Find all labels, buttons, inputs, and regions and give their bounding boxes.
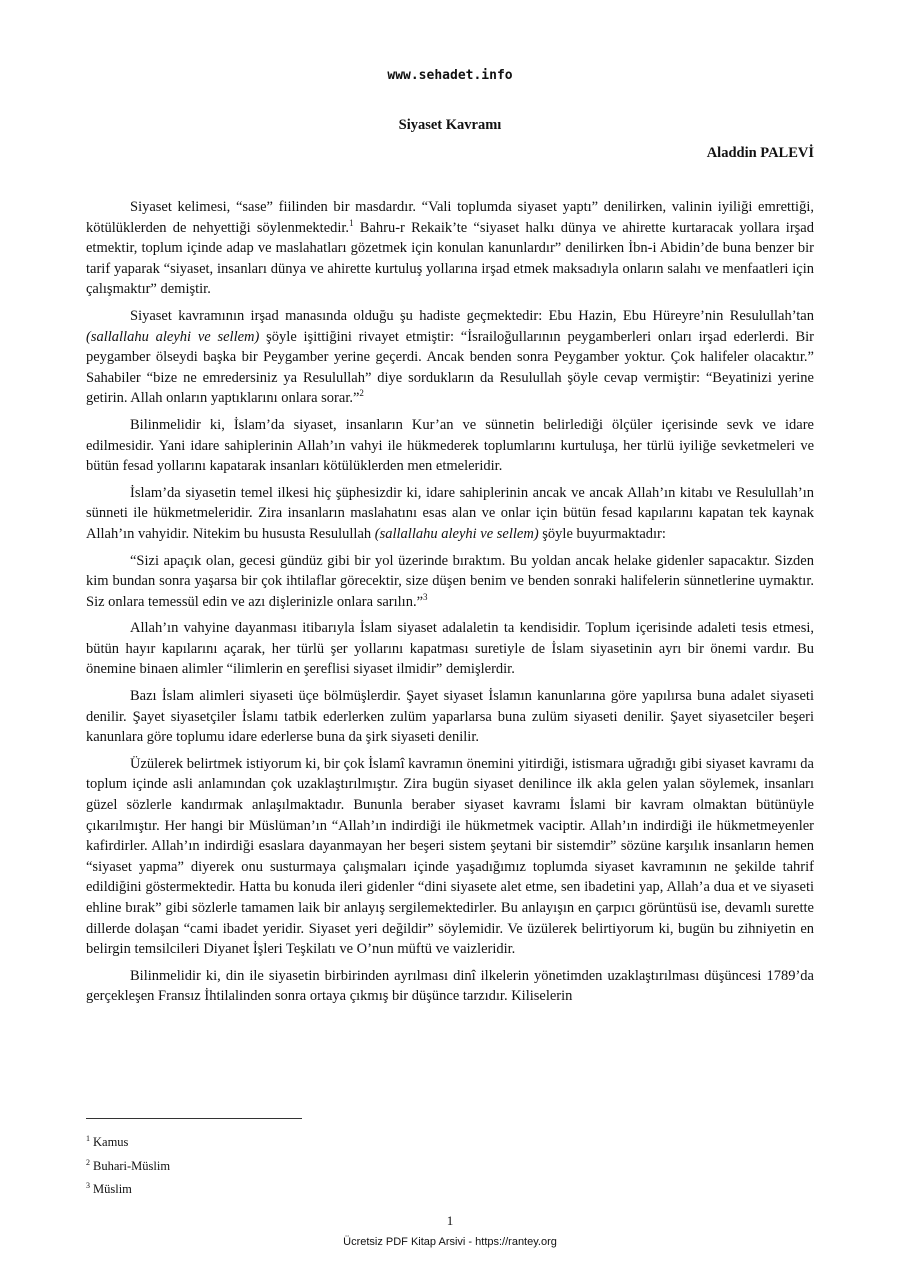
footnote-1-number: 1 <box>86 1134 90 1143</box>
article-title: Siyaset Kavramı <box>398 117 502 133</box>
article-author: Aladdin PALEVİ <box>706 145 814 161</box>
footnotes <box>86 1129 486 1200</box>
paragraph-2 <box>86 306 814 409</box>
paragraph-5-text: “Sizi apaçık olan, gecesi gündüz gibi bir yol üzerinde bıraktım. Bu yoldan ancak helake gidenler sapacaktır. Sizden kim bundan sonra yaşarsa bir çok ihtilaflar görecektir, size düşen benim ve benden sonraki halifelerin sünnetlerine uymaktır. Siz onlara temessül edin ve azı dişlerinizle onlara sarılın.” <box>86 552 814 610</box>
article-body <box>86 197 814 1013</box>
paragraph-4-text-b: şöyle buyurmaktadır: <box>538 525 666 542</box>
paragraph-2-text-a: Siyaset kavramının irşad manasında olduğu şu hadiste geçmektedir: Ebu Hazin, Ebu Hüreyre’nin Resulullah’tan <box>130 307 814 324</box>
paragraph-6: Allah’ın vahyine dayanması itibarıyla İslam siyaset adalaletin ta kendisidir. Toplum içerisinde adaleti tesis etmesi, bütün hayır kapılarını açarak, her türlü şer yollarını kapatması suretiyle de İslam siyasetinin ayrı bir önemi vardır. Bu önemine binaen alimler “ilimlerin en şereflisi siyaset ilmidir” demişlerdir. <box>86 620 814 678</box>
paragraph-5-quote <box>86 551 814 613</box>
paragraph-8: Üzülerek belirtmek istiyorum ki, bir çok İslamî kavramın önemini yitirdiği, istismara uğradığı gibi siyaset kavramı da toplum içinde asli anlamından çok uzaklaştırılmıştır. Zira bugün siyaset denilince ilk akla gelen yalan söylemek, insanları güzel sözlerle kandırmak anlaşılmaktadır. Bununla beraber siyaset kavramı İslami bir kavram olmaktan bütünüyle çıkarılmıştır. Her hangi bir Müslüman’ın “Allah’ın indirdiği ile hükmetmek vaciptir. Allah’ın indirdiği ile hükmetmeyenler kafirdirler. Allah’ın indirdiği esaslara dayanmayan her beşeri sistem şeytani bir sistemdir” sözüne karşılık insanların hemen “siyaset yapma” diyerek onu susturmaya çalışmaları içinde yaşadığımız toplumda siyaset kavramının ne şekilde tahrif edildiğini göstermektedir. Hatta bu konuda ileri gidenler “dini siyasete alet etme, sen ibadetini yap, Allah’a dua et ve siyaseti ehline bırak” gibi sözlerle tamamen laik bir anlayış sergilemektedirler. Bu anlayışın en çarpıcı görüntüsü ise, devamlı surette dillerde dolaşan “cami ibadet yeridir. Siyaset yeri değildir” söylemidir. Ve üzülerek belirtiyorum ki, bugün bu zihniyetin en belirgin temsilcileri Diyanet İşleri Teşkilatı ve O’nun müftü ve vaizleridir. <box>86 755 814 958</box>
page-number: 1 <box>446 1213 454 1228</box>
footnote-ref-1: 1 <box>349 217 354 228</box>
footnote-2 <box>86 1153 486 1177</box>
paragraph-4-italic: (sallallahu aleyhi ve sellem) <box>374 525 539 542</box>
paragraph-1-text-a: Siyaset kelimesi, “sase” fiilinden bir masdardır. “Vali toplumda siyaset yaptı” denilirken, valinin iyiliği emrettiği, kötülüklerden de nehyettiği söylenmektedir. <box>86 199 814 236</box>
paragraph-2-text-b: şöyle işittiğini rivayet etmiştir: “İsrailoğullarının peygamberleri onları irşad ederlerdi. Bir peygamber ölseydi başka bir Peygamber yerine geçerdi. Ancak benden sonra Peygamber yoktur. Çok halifeler olacaktır.” Sahabiler “bize ne emredersiniz ya Resulullah” diye sordukların da Resulullah şöyle cevap vermiştir: “Beyatinizi yerine getirin. Allah onların yaptıklarını onlara sorar.” <box>86 328 814 407</box>
site-footer: Ücretsiz PDF Kitap Arsivi - https://rantey.org <box>343 1236 557 1248</box>
footnote-3 <box>86 1176 486 1200</box>
footnote-3-text: Müslim <box>93 1182 132 1197</box>
site-header: www.sehadet.info <box>387 68 513 83</box>
footnote-2-text: Buhari-Müslim <box>93 1158 171 1173</box>
paragraph-9: Bilinmelidir ki, din ile siyasetin birbirinden ayrılması dinî ilkelerin yönetimden uzaklaştırılması düşüncesi 1789’da gerçekleşen Fransız İhtilalinden sonra ortaya çıkmış bir düşünce tarzıdır. Kiliselerin <box>86 967 814 1005</box>
paragraph-1-text-b: Bahru-r Rekaik’te “siyaset halkı dünya ve ahirette kurtaracak yollara irşad etmektir, toplum içinde adap ve maslahatları gözetmek için konulan kanunlardır” denilirken İbn-i Abidin’de buna benzer bir tarif yaparak “siyaset, insanları dünya ve ahirette kurtuluş yollarına irşad etmek maksadıyla onların salahı ve menfaatleri için çalışmaktır” demiştir. <box>86 219 814 298</box>
footnote-ref-3: 3 <box>423 591 428 602</box>
paragraph-3: Bilinmelidir ki, İslam’da siyaset, insanların Kur’an ve sünnetin belirlediği ölçüler içerisinde sevk ve idare edilmesidir. Yani idare sahiplerinin Allah’ın vahyi ile hükmederek toplumlarını kurtuluşa, her türlü iyiliğe sevketmeleri ve bütün fesad yollarını kapatarak insanları kötülüklerden men etmeleridir. <box>86 416 814 475</box>
paragraph-7: Bazı İslam alimleri siyaseti üçe bölmüşlerdir. Şayet siyaset İslamın kanunlarına göre yapılırsa buna adalet siyaseti denilir. Şayet siyasetçiler İslamı tatbik ederlerken zulüm yaparlarsa buna zulüm siyaseti denilir. Şayet siyasetciler beşeri kanunlara göre toplumu idare ederlerse buna da şirk siyaseti denilir. <box>86 688 814 746</box>
paragraph-1 <box>86 197 814 300</box>
footnote-divider <box>86 1118 302 1119</box>
footnote-2-number: 2 <box>86 1157 90 1167</box>
paragraph-2-italic: (sallallahu aleyhi ve sellem) <box>86 328 260 345</box>
paragraph-4 <box>86 483 814 545</box>
footnote-3-number: 3 <box>86 1181 90 1191</box>
paragraph-4-text-a: İslam’da siyasetin temel ilkesi hiç şüphesizdir ki, idare sahiplerinin ancak ve ancak Allah’ın kitabı ve Resulullah’ın sünneti ile hükmetmeleridir. Zira insanların maslahatını esas alan ve onlar için bütün fesad kapılarını kapatan tek kaynak Allah’ın vahyidir. Nitekim bu hususta Resulullah <box>86 484 814 542</box>
footnote-1-text: Kamus <box>93 1135 129 1150</box>
footnote-ref-2: 2 <box>359 388 364 399</box>
footnote-1 <box>86 1129 486 1153</box>
